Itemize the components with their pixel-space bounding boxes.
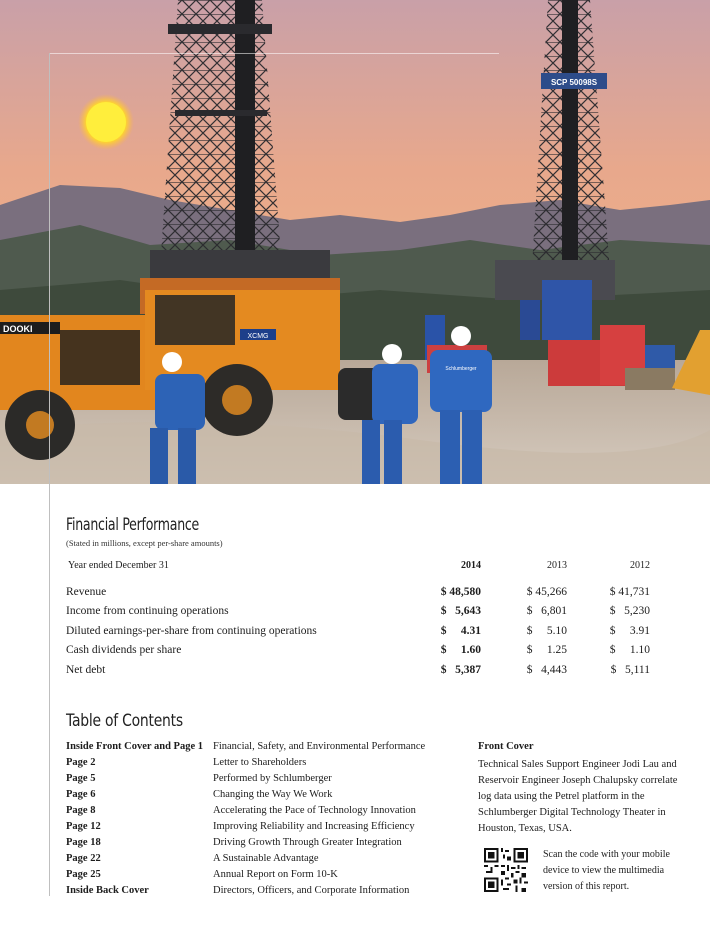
qr-caption: Scan the code with your mobile device to view the multimedia version of this report. (543, 849, 670, 892)
row-label: Cash dividends per share (66, 644, 182, 656)
financial-row-income (66, 605, 666, 621)
value-2013: $ 5.10 (526, 625, 567, 637)
financial-row-net-debt (66, 664, 666, 680)
toc-section: Accelerating the Pace of Technology Innovation (213, 805, 416, 816)
row-label: Diluted earnings-per-share from continuing operations (66, 625, 317, 637)
value-2013: $ 1.25 (526, 644, 567, 656)
toc-section: Improving Reliability and Increasing Efficiency (213, 821, 415, 832)
toc-section: Financial, Safety, and Environmental Performance (213, 741, 426, 752)
front-cover-caption: Technical Sales Support Engineer Jodi Lau and Reservoir Engineer Joseph Chalupsky correlate log data using the Petrel platform in the Schlumberger Digital Technology Theater in Houston, Texas, USA. (478, 759, 678, 834)
toc-page: Page 25 (66, 869, 101, 880)
toc-page: Inside Back Cover (66, 885, 149, 896)
toc-page: Page 22 (66, 853, 101, 864)
value-2012: $ 3.91 (609, 625, 650, 637)
loader-badge: XCMG (247, 333, 269, 340)
toc-section: Performed by Schlumberger (213, 773, 332, 784)
toc-page: Page 5 (66, 773, 96, 784)
loader-brand: DOOKI (3, 324, 33, 334)
value-2014: $ 1.60 (440, 644, 481, 656)
coverall-logo: Schlumberger (445, 366, 477, 372)
frame-line-top (49, 53, 499, 54)
rig-sign: SCP 50098S (550, 78, 598, 87)
col-2014: 2014 (461, 560, 481, 571)
qr-code-icon[interactable] (484, 848, 528, 892)
value-2012: $ 41,731 (609, 586, 650, 598)
row-label: Revenue (66, 586, 107, 598)
financial-table-header (66, 560, 666, 576)
toc-page: Page 2 (66, 757, 96, 768)
financial-row-revenue (66, 586, 666, 602)
toc-section: Directors, Officers, and Corporate Information (213, 885, 410, 896)
financial-performance-title: Financial Performance (66, 515, 200, 535)
frame-line-left (49, 53, 50, 896)
toc-section: A Sustainable Advantage (213, 853, 319, 864)
toc-title: Table of Contents (66, 711, 183, 731)
row-label: Income from continuing operations (66, 605, 229, 617)
row-label: Net debt (66, 664, 106, 676)
value-2012: $ 1.10 (609, 644, 650, 656)
value-2014: $ 4.31 (440, 625, 481, 637)
toc-section: Letter to Shareholders (213, 757, 307, 768)
toc-page: Page 8 (66, 805, 96, 816)
toc-section: Changing the Way We Work (213, 789, 333, 800)
value-2014: $ 5,387 (440, 664, 481, 676)
value-2014: $ 5,643 (440, 605, 481, 617)
front-cover-title: Front Cover (478, 741, 534, 752)
col-2013: 2013 (547, 560, 567, 571)
value-2013: $ 6,801 (526, 605, 567, 617)
value-2013: $ 45,266 (526, 586, 567, 598)
value-2012: $ 5,111 (610, 664, 650, 676)
toc-page: Page 12 (66, 821, 101, 832)
toc-page: Page 6 (66, 789, 96, 800)
year-ended-label: Year ended December 31 (68, 560, 169, 571)
toc-page: Page 18 (66, 837, 101, 848)
value-2013: $ 4,443 (526, 664, 567, 676)
financial-row-eps (66, 625, 666, 641)
financial-row-dividends (66, 644, 666, 660)
toc-page: Inside Front Cover and Page 1 (66, 741, 203, 752)
toc-section: Driving Growth Through Greater Integration (213, 837, 402, 848)
value-2012: $ 5,230 (609, 605, 650, 617)
value-2014: $ 48,580 (440, 586, 481, 598)
col-2012: 2012 (630, 560, 650, 571)
financial-performance-subtitle: (Stated in millions, except per-share amounts) (66, 538, 223, 548)
toc-section: Annual Report on Form 10-K (213, 869, 338, 880)
